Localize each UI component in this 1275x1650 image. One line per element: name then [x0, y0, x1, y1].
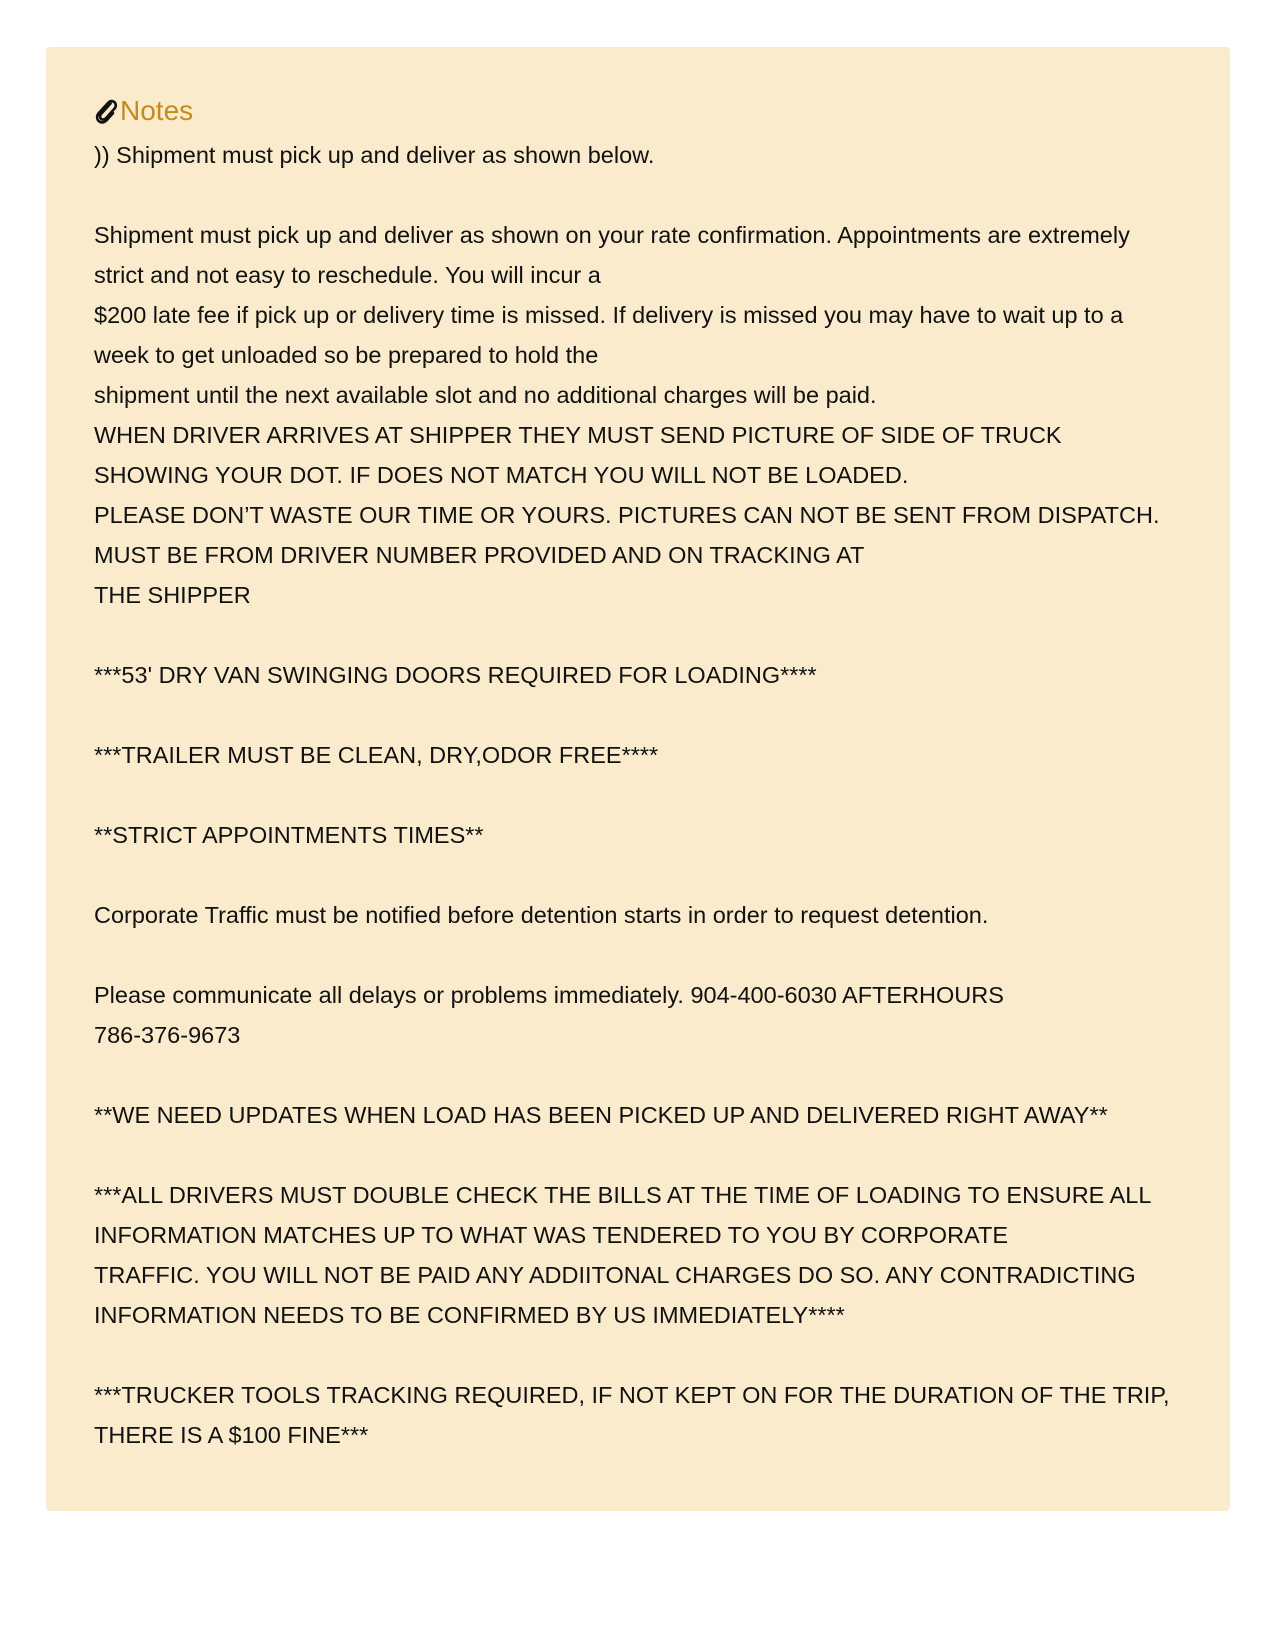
- notes-blank-line: [94, 775, 1184, 815]
- notes-line: ***ALL DRIVERS MUST DOUBLE CHECK THE BILLS AT THE TIME OF LOADING TO ENSURE ALL: [94, 1182, 1152, 1208]
- notes-line: WHEN DRIVER ARRIVES AT SHIPPER THEY MUST SEND PICTURE OF SIDE OF TRUCK: [94, 422, 1062, 448]
- notes-line: $200 late fee if pick up or delivery time is missed. If delivery is missed you may have to wait up to a: [94, 302, 1124, 328]
- notes-header: [94, 93, 1184, 129]
- notes-line: SHOWING YOUR DOT. IF DOES NOT MATCH YOU WILL NOT BE LOADED.: [94, 462, 909, 488]
- notes-line: Please communicate all delays or problems immediately. 904-400-6030 AFTERHOURS: [94, 982, 1004, 1008]
- notes-body: [94, 135, 1184, 1455]
- notes-blank-line: [94, 695, 1184, 735]
- notes-line: 786-376-9673: [94, 1022, 241, 1048]
- notes-line: THE SHIPPER: [94, 582, 251, 608]
- notes-line: PLEASE DON’T WASTE OUR TIME OR YOURS. PICTURES CAN NOT BE SENT FROM DISPATCH.: [94, 502, 1160, 528]
- notes-line: )) Shipment must pick up and deliver as shown below.: [94, 142, 655, 168]
- notes-line: **STRICT APPOINTMENTS TIMES**: [94, 822, 484, 848]
- notes-panel: [46, 47, 1230, 1511]
- notes-line: MUST BE FROM DRIVER NUMBER PROVIDED AND ON TRACKING AT: [94, 542, 865, 568]
- notes-blank-line: [94, 1135, 1184, 1175]
- notes-blank-line: [94, 175, 1184, 215]
- notes-line: week to get unloaded so be prepared to hold the: [94, 342, 599, 368]
- notes-blank-line: [94, 1055, 1184, 1095]
- notes-blank-line: [94, 935, 1184, 975]
- paperclip-icon: [94, 97, 118, 125]
- notes-line: ***TRUCKER TOOLS TRACKING REQUIRED, IF NOT KEPT ON FOR THE DURATION OF THE TRIP,: [94, 1382, 1170, 1408]
- notes-blank-line: [94, 1335, 1184, 1375]
- notes-line: strict and not easy to reschedule. You will incur a: [94, 262, 601, 288]
- notes-blank-line: [94, 855, 1184, 895]
- notes-line: **WE NEED UPDATES WHEN LOAD HAS BEEN PICKED UP AND DELIVERED RIGHT AWAY**: [94, 1102, 1108, 1128]
- notes-line: Shipment must pick up and deliver as shown on your rate confirmation. Appointments are extremely: [94, 222, 1130, 248]
- notes-line: TRAFFIC. YOU WILL NOT BE PAID ANY ADDIITONAL CHARGES DO SO. ANY CONTRADICTING: [94, 1262, 1136, 1288]
- notes-line: ***TRAILER MUST BE CLEAN, DRY,ODOR FREE****: [94, 742, 659, 768]
- notes-line: shipment until the next available slot and no additional charges will be paid.: [94, 382, 877, 408]
- notes-line: THERE IS A $100 FINE***: [94, 1422, 369, 1448]
- notes-line: INFORMATION MATCHES UP TO WHAT WAS TENDERED TO YOU BY CORPORATE: [94, 1222, 1009, 1248]
- notes-title: Notes: [120, 95, 194, 126]
- notes-line: Corporate Traffic must be notified before detention starts in order to request detention.: [94, 902, 989, 928]
- notes-line: ***53' DRY VAN SWINGING DOORS REQUIRED FOR LOADING****: [94, 662, 817, 688]
- notes-blank-line: [94, 615, 1184, 655]
- notes-line: INFORMATION NEEDS TO BE CONFIRMED BY US IMMEDIATELY****: [94, 1302, 845, 1328]
